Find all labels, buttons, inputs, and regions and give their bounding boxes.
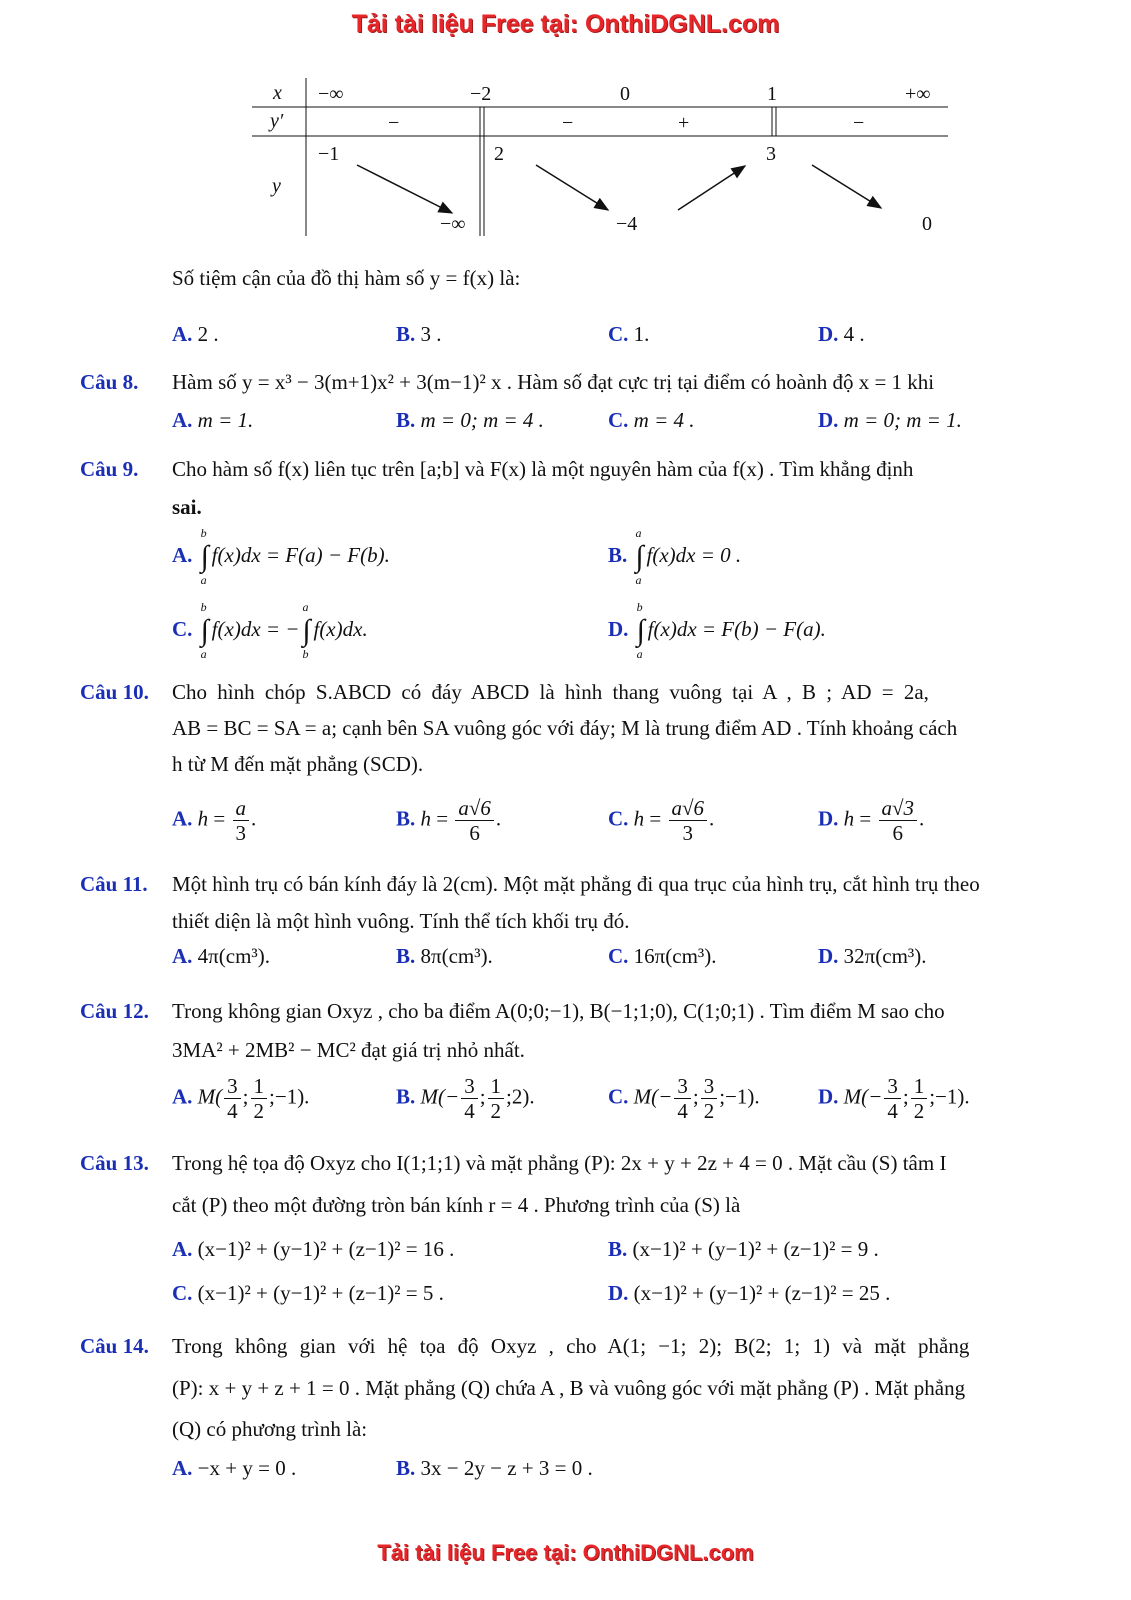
y-value: −1 (318, 143, 340, 165)
q13-number: Câu 13. (80, 1151, 149, 1175)
yprime-label: y′ (270, 110, 284, 132)
q11-option-d[interactable]: D. 32π(cm³). (818, 944, 927, 968)
y-value: 3 (766, 143, 776, 165)
yp-sign: − (388, 112, 400, 134)
x-value: −2 (470, 83, 492, 105)
yp-sign: − (853, 112, 865, 134)
q13-option-c[interactable]: C. (x−1)² + (y−1)² + (z−1)² = 5 . (172, 1281, 444, 1305)
q12-option-c[interactable]: C. M(− $\frac{3}{4}$ ; $\frac{3}{2}$ ;−1). (608, 1074, 760, 1124)
x-value: −∞ (318, 83, 344, 105)
q10-stem-2: AB = BC = SA = a; cạnh bên SA vuông góc với đáy; M là trung điểm AD . Tính khoảng cách (172, 716, 958, 740)
y-label: y (272, 175, 281, 197)
q11-stem-1: Một hình trụ có bán kính đáy là 2(cm). Một mặt phẳng đi qua trục của hình trụ, cắt hình trụ theo (172, 872, 980, 896)
q9-option-b[interactable]: B. ∫ a a f(x)dx = 0 . (608, 526, 742, 587)
q10-stem-1: Cho hình chóp S.ABCD có đáy ABCD là hình thang vuông tại A , B ; AD = 2a, (172, 680, 929, 704)
q11-option-c[interactable]: C. 16π(cm³). (608, 944, 717, 968)
q8-number: Câu 8. (80, 370, 139, 394)
q13-option-d[interactable]: D. (x−1)² + (y−1)² + (z−1)² = 25 . (608, 1281, 891, 1305)
q14-option-a[interactable]: A. −x + y = 0 . (172, 1456, 297, 1480)
q9-stem-sai: sai. (172, 495, 202, 519)
arrow-down-2 (536, 165, 608, 210)
q9-option-c[interactable]: C. ∫ b a f(x)dx = −∫ a b f(x)dx. (172, 600, 368, 661)
q9-number: Câu 9. (80, 457, 139, 481)
x-value: 1 (767, 83, 777, 105)
q8-option-c[interactable]: C. m = 4 . (608, 408, 695, 432)
q13-option-a[interactable]: A. (x−1)² + (y−1)² + (z−1)² = 16 . (172, 1237, 455, 1261)
y-value: −4 (616, 213, 638, 235)
q14-stem-1: Trong không gian với hệ tọa độ Oxyz , cho A(1; −1; 2); B(2; 1; 1) và mặt phẳng (172, 1334, 970, 1358)
q7-option-b[interactable]: B. 3 . (396, 322, 442, 346)
q7-option-c[interactable]: C. 1. (608, 322, 650, 346)
q9-option-a[interactable]: A. ∫ b a f(x)dx = F(a) − F(b). (172, 526, 390, 587)
q10-number: Câu 10. (80, 680, 149, 704)
q11-option-b[interactable]: B. 8π(cm³). (396, 944, 493, 968)
q11-option-a[interactable]: A. 4π(cm³). (172, 944, 270, 968)
footer-watermark[interactable]: Tải tài liệu Free tại: OnthiDGNL.com (377, 1540, 754, 1565)
x-value: +∞ (905, 83, 931, 105)
q10-option-b[interactable]: B. h = $\frac{a√6}{6}$ . (396, 796, 502, 846)
q12-stem-1: Trong không gian Oxyz , cho ba điểm A(0;0;−1), B(−1;1;0), C(1;0;1) . Tìm điểm M sao cho (172, 999, 945, 1023)
q12-option-a[interactable]: A. M( $\frac{3}{4}$ ; $\frac{1}{2}$ ;−1). (172, 1074, 310, 1124)
y-value: 0 (922, 213, 932, 235)
q7-option-d[interactable]: D. 4 . (818, 322, 865, 346)
q14-stem-3: (Q) có phương trình là: (172, 1417, 368, 1441)
yp-sign: − (562, 112, 574, 134)
q14-stem-2: (P): x + y + z + 1 = 0 . Mặt phẳng (Q) chứa A , B và vuông góc với mặt phẳng (P) . Mặt phẳng (172, 1376, 966, 1400)
q12-number: Câu 12. (80, 999, 149, 1023)
integral-sign: ∫ b a (200, 600, 209, 661)
q8-stem: Hàm số y = x³ − 3(m+1)x² + 3(m−1)² x . Hàm số đạt cực trị tại điểm có hoành độ x = 1 khi (172, 370, 935, 394)
q12-stem-2: 3MA² + 2MB² − MC² đạt giá trị nhỏ nhất. (172, 1038, 525, 1062)
q14-option-b[interactable]: B. 3x − 2y − z + 3 = 0 . (396, 1456, 593, 1480)
integral-sign: ∫ a b (302, 600, 311, 661)
q8-option-a[interactable]: A. m = 1. (172, 408, 254, 432)
q8-option-d[interactable]: D. m = 0; m = 1. (818, 408, 962, 432)
arrow-up-3 (678, 166, 745, 210)
header-watermark[interactable]: Tải tài liệu Free tại: OnthiDGNL.com (351, 10, 780, 38)
arrow-down-4 (812, 165, 881, 208)
q7-option-a[interactable]: A. 2 . (172, 322, 219, 346)
y-value: 2 (494, 143, 504, 165)
q10-option-a[interactable]: A. h = $\frac{a}{3}$ . (172, 796, 257, 846)
q13-stem-2: cắt (P) theo một đường tròn bán kính r = 4 . Phương trình của (S) là (172, 1193, 741, 1217)
q10-stem-3: h từ M đến mặt phẳng (SCD). (172, 752, 424, 776)
integral-sign: ∫ b a (200, 526, 209, 587)
q7-stem: Số tiệm cận của đồ thị hàm số y = f(x) là: (172, 266, 521, 290)
q14-number: Câu 14. (80, 1334, 149, 1358)
q13-option-b[interactable]: B. (x−1)² + (y−1)² + (z−1)² = 9 . (608, 1237, 879, 1261)
q12-option-d[interactable]: D. M(− $\frac{3}{4}$ ; $\frac{1}{2}$ ;−1). (818, 1074, 970, 1124)
q13-stem-1: Trong hệ tọa độ Oxyz cho I(1;1;1) và mặt phẳng (P): 2x + y + 2z + 4 = 0 . Mặt cầu (S) tâm I (172, 1151, 947, 1175)
q9-stem: Cho hàm số f(x) liên tục trên [a;b] và F(x) là một nguyên hàm của f(x) . Tìm khẳng định (172, 457, 914, 481)
integral-sign: ∫ a a (635, 526, 644, 587)
fraction: $\frac{a}{3}$ (233, 796, 250, 845)
fraction: $\frac{a√6}{6}$ (455, 796, 494, 845)
q9-option-d[interactable]: D. ∫ b a f(x)dx = F(b) − F(a). (608, 600, 826, 661)
q12-option-b[interactable]: B. M(− $\frac{3}{4}$ ; $\frac{1}{2}$ ;2). (396, 1074, 535, 1124)
x-value: 0 (620, 83, 630, 105)
q8-option-b[interactable]: B. m = 0; m = 4 . (396, 408, 544, 432)
integral-sign: ∫ b a (636, 600, 645, 661)
arrow-down-1 (357, 165, 452, 213)
q10-option-c[interactable]: C. h = $\frac{a√6}{3}$ . (608, 796, 715, 846)
fraction: $\frac{a√6}{3}$ (669, 796, 708, 845)
yp-sign: + (678, 112, 690, 134)
y-value: −∞ (440, 213, 466, 235)
q11-number: Câu 11. (80, 872, 148, 896)
fraction: $\frac{a√3}{6}$ (879, 796, 918, 845)
q10-option-d[interactable]: D. h = $\frac{a√3}{6}$ . (818, 796, 925, 846)
x-label: x (273, 82, 282, 104)
q11-stem-2: thiết diện là một hình vuông. Tính thể tích khối trụ đó. (172, 909, 630, 933)
